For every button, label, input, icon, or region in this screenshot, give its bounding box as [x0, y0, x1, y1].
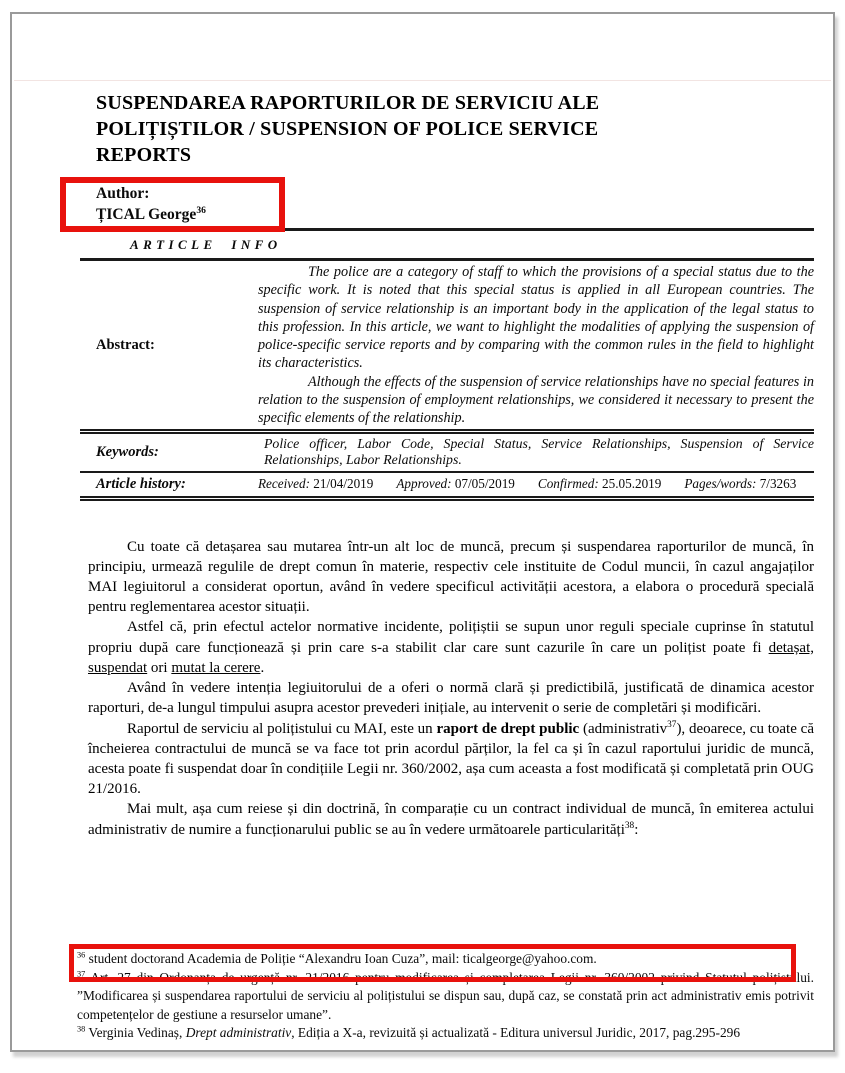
keywords-text: Police officer, Labor Code, Special Status, Service Relationships, Suspension of Service Relationships, Labor Relationships.: [264, 435, 814, 468]
abstract-label: Abstract:: [96, 336, 155, 353]
author-footnote-ref: 36: [196, 204, 206, 216]
body-paragraph: Având în vedere intenția legiuitorului de a oferi o normă clară și predictibilă, justificată de dinamica acestor raporturi, de-a lungul timpului asupra acestor prevederi inițiale, au intervenit o serie de completări și modificări.: [88, 680, 814, 717]
body-paragraph: Cu toate că detașarea sau mutarea într-un alt loc de muncă, precum și suspendarea raporturilor de muncă, în principiu, urmează regulile de drept comun în materie, respectiv cele instituite de Codul muncii, în cazul angajaților MAI legiuitorul a considerat oportun, având în vedere specificul activității acestora, a elabora o procedură specială pentru reglementarea acestor situații.: [88, 538, 814, 616]
body-paragraph: Astfel că, prin efectul actelor normative incidente, polițiștii se supun unor reguli speciale cuprinse în statutul propriu după care funcționează și prin care s-a stabilit clar care sunt cazurile în care un polițist poate fi detașat, suspendat ori mutat la cerere.: [88, 619, 814, 676]
rule-below-history: [80, 496, 814, 501]
history-approved-value: 07/05/2019: [454, 475, 515, 491]
body-text: [88, 537, 814, 840]
paper-title: [88, 90, 814, 168]
author-block: [88, 183, 814, 225]
page-content: [88, 14, 814, 840]
abstract-text: [258, 263, 814, 428]
history-received: [258, 476, 373, 493]
paper-title-line-3: REPORTS: [96, 144, 192, 166]
history-approved-label: Approved:: [396, 475, 452, 491]
paper-title-line-1: SUSPENDAREA RAPORTURILOR DE SERVICIU ALE: [96, 92, 600, 114]
keywords-label: Keywords:: [96, 443, 159, 460]
rule-under-author: [80, 228, 814, 231]
footnotes-section: [77, 950, 814, 1043]
author-label: Author:: [96, 185, 150, 202]
footnote-entry: $^{36}$ student doctorand Academia de Poliție “Alexandru Ioan Cuza”, mail: ticalgeorge@yahoo.com.: [77, 950, 597, 966]
abstract-paragraph-1: The police are a category of staff to which the provisions of a special status due to the specific work. It is noted that this special status is applied in all European countries. The suspension of service relationship is an important body in the application of the legal status to this profession. In this article, we want to highlight the modalities of applying the suspension of police-specific service reports and by comparing with the common rules in the field to highlight its characteristics.: [258, 264, 814, 372]
article-history-values: [258, 476, 814, 493]
abstract-row: [88, 261, 814, 429]
article-history-label: Article history:: [96, 475, 186, 492]
history-received-label: Received:: [258, 475, 310, 491]
keywords-row: [88, 434, 814, 471]
footnotes-list: [77, 950, 814, 1043]
page-frame: [10, 12, 835, 1052]
history-approved: [396, 476, 515, 493]
body-paragraph: Raportul de serviciu al polițistului cu MAI, este un raport de drept public (administrativ$^{37}$), deoarece, cu toate că încheierea contractului de muncă se va face tot prin acordul părților, la fel ca și în cazul raportului juridic de muncă, acesta poate fi suspendat doar în condițiile Legii nr. 360/2002, așa cum aceasta a fost modificată și completată prin OUG 21/2016.: [88, 719, 814, 798]
history-confirmed-value: 25.05.2019: [602, 475, 662, 491]
history-confirmed-label: Confirmed:: [537, 475, 599, 491]
footnote-entry: $^{38}$ Verginia Vedinaș, Drept administrativ, Ediția a X-a, revizuită și actualizată - Editura universul Juridic, 2017, pag.295-296: [77, 1024, 741, 1041]
article-history-row: [88, 473, 814, 496]
history-pages-words-value: 7/3263: [759, 475, 797, 491]
author-name-text: ȚICAL George: [96, 206, 197, 223]
abstract-paragraph-2: Although the effects of the suspension of service relationships have no special features in relation to the suspension of employment relationships, we considered it necessary to present the specific elements of the relationship.: [258, 373, 814, 427]
paper-title-line-2: POLIȚIȘTILOR / SUSPENSION OF POLICE SERVICE: [96, 118, 599, 140]
history-pages-words: [684, 476, 796, 493]
history-confirmed: [538, 476, 661, 493]
author-name: [96, 204, 814, 225]
article-info-heading: ARTICLE INFO: [130, 237, 282, 252]
history-received-value: 21/04/2019: [313, 475, 374, 491]
footnote-entry: $^{37}$ Art. 27 din Ordonanța de urgență nr. 21/2016 pentru modificarea și completarea Legii nr. 360/2002 privind Statutul polițistului. ”Modificarea și suspendarea raportului de serviciu al polițistului se dispun sau, după caz, se constată prin act administrativ emis potrivit competențelor de gestiune a resurselor umane”.: [77, 969, 814, 1022]
history-pages-words-label: Pages/words:: [684, 475, 757, 491]
body-paragraph: Mai mult, așa cum reiese și din doctrină, în comparație cu un contract individual de muncă, în emiterea actului administrativ de numire a funcționarului public se au în vedere următoarele particularități$^{38}$:: [88, 801, 814, 838]
